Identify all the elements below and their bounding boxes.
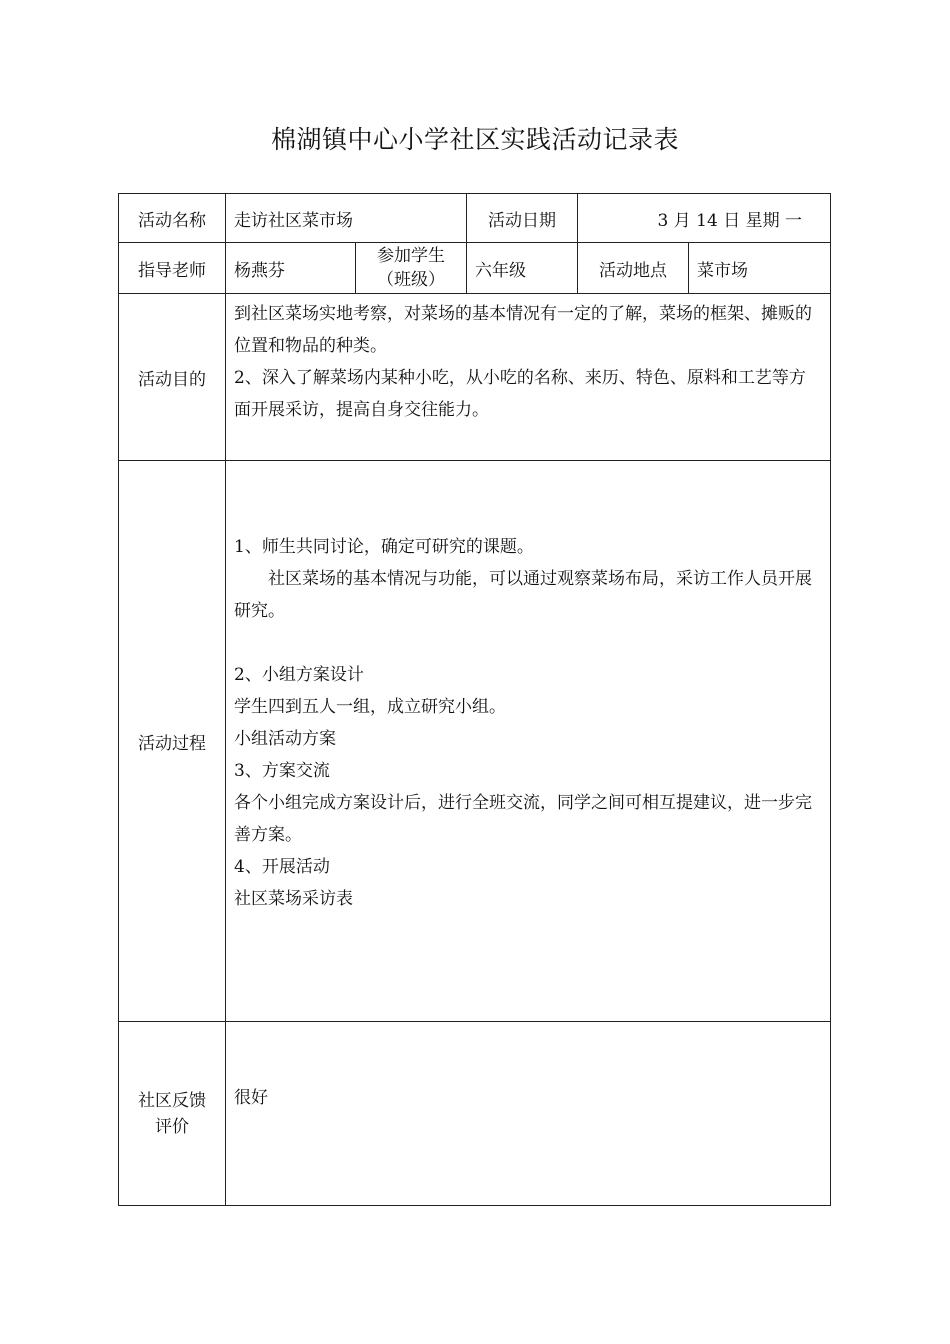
activity-date-value — [578, 194, 831, 243]
activity-name-label: 活动名称 — [119, 194, 226, 243]
date-month-unit: 月 — [673, 210, 691, 231]
process-step-2-detail: 学生四到五人一组，成立研究小组。 — [234, 697, 506, 717]
feedback-content: 很好 — [226, 1022, 831, 1206]
spacer — [234, 627, 822, 659]
activity-date-label: 活动日期 — [467, 194, 578, 243]
record-table — [118, 193, 831, 1206]
date-day-unit: 日 — [723, 210, 741, 231]
purpose-line-2: 2、深入了解菜场内某种小吃，从小吃的名称、来历、特色、原料和工艺等方面开展采访，提高自身交往能力。 — [234, 368, 806, 420]
process-step-1-detail: 社区菜场的基本情况与功能，可以通过观察菜场布局，采访工作人员开展研究。 — [234, 569, 812, 621]
row-teacher-students — [119, 243, 831, 294]
row-purpose — [119, 294, 831, 461]
process-step-3-detail: 各个小组完成方案设计后，进行全班交流，同学之间可相互提建议，进一步完善方案。 — [234, 793, 812, 845]
page-title: 棉湖镇中心小学社区实践活动记录表 — [270, 125, 679, 154]
purpose-label: 活动目的 — [119, 294, 226, 461]
process-step-2: 2、小组方案设计 — [234, 665, 364, 685]
process-step-3: 3、方案交流 — [234, 761, 330, 781]
purpose-content — [226, 294, 831, 461]
row-feedback — [119, 1022, 831, 1206]
feedback-label-line1: 社区反馈 — [138, 1090, 206, 1111]
date-week-label: 星期 — [745, 210, 780, 231]
teacher-label: 指导老师 — [119, 243, 226, 294]
date-day: 14 — [696, 210, 718, 231]
date-month: 3 — [657, 210, 669, 231]
activity-name-value: 走访社区菜市场 — [226, 194, 467, 243]
process-step-2-plan: 小组活动方案 — [234, 729, 336, 749]
students-label-line2: （班级） — [377, 270, 445, 290]
date-week: 一 — [785, 210, 802, 231]
process-step-4: 4、开展活动 — [234, 857, 330, 877]
feedback-label-line2: 评价 — [155, 1116, 189, 1137]
students-label — [356, 243, 467, 294]
process-label: 活动过程 — [119, 461, 226, 1022]
row-process — [119, 461, 831, 1022]
students-label-line1: 参加学生 — [377, 246, 445, 266]
location-value: 菜市场 — [689, 243, 831, 294]
students-value: 六年级 — [467, 243, 578, 294]
process-step-4-detail: 社区菜场采访表 — [234, 889, 353, 909]
process-content — [226, 461, 831, 1022]
teacher-value: 杨燕芬 — [226, 243, 356, 294]
purpose-line-1: 到社区菜场实地考察，对菜场的基本情况有一定的了解，菜场的框架、摊贩的位置和物品的种类。 — [234, 304, 812, 356]
feedback-label — [119, 1022, 226, 1206]
row-name-date — [119, 194, 831, 243]
process-step-1: 1、师生共同讨论，确定可研究的课题。 — [234, 537, 534, 557]
location-label: 活动地点 — [578, 243, 689, 294]
